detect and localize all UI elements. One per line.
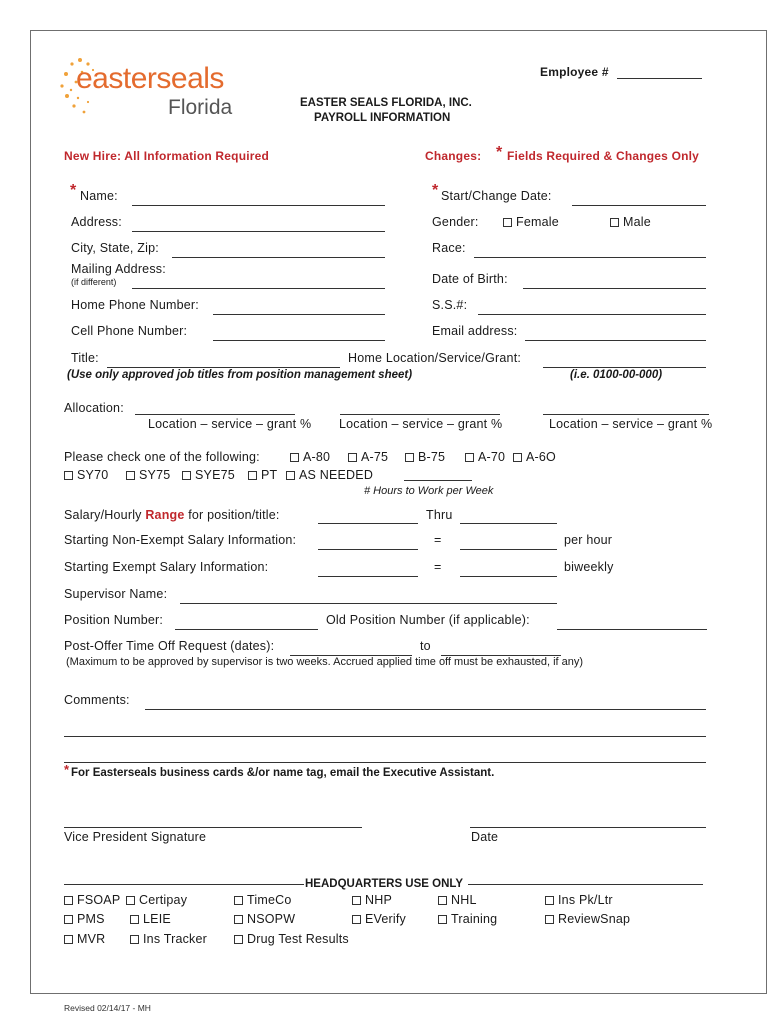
hq-everify[interactable] (352, 912, 406, 926)
female-option[interactable] (503, 215, 559, 229)
option-b75-label: B-75 (418, 450, 446, 464)
home-location-field[interactable] (543, 367, 706, 368)
option-a70-checkbox[interactable] (465, 453, 474, 462)
comments-field-3[interactable] (64, 762, 706, 763)
position-number-label: Position Number: (64, 613, 164, 627)
option-sye75-checkbox[interactable] (182, 471, 191, 480)
home-location-label: Home Location/Service/Grant: (348, 351, 522, 365)
hq-ins-tracker-label: Ins Tracker (143, 932, 208, 946)
option-b75[interactable] (405, 450, 445, 464)
salary-range-post: for position/title: (188, 508, 280, 522)
hq-nhp-checkbox[interactable] (352, 896, 361, 905)
hq-ins-pk-checkbox[interactable] (545, 896, 554, 905)
hq-nsopw-label: NSOPW (247, 912, 296, 926)
grant-example: (i.e. 0100-00-000) (570, 369, 663, 381)
employee-number-label: Employee # (540, 65, 609, 79)
option-a6o[interactable] (513, 450, 556, 464)
hq-mvr[interactable] (64, 932, 105, 946)
hq-certipay-checkbox[interactable] (126, 896, 135, 905)
race-field[interactable] (474, 257, 706, 258)
salary-range-to-field[interactable] (460, 523, 557, 524)
female-checkbox[interactable] (503, 218, 512, 227)
logo-text-florida: Florida (168, 96, 233, 119)
hq-leie-label: LEIE (143, 912, 171, 926)
hq-nhp-label: NHP (365, 893, 392, 907)
exempt-field[interactable] (318, 576, 418, 577)
option-a75[interactable] (348, 450, 388, 464)
dob-field[interactable] (523, 288, 706, 289)
if-different-label: (if different) (71, 277, 117, 287)
date-label: Date (471, 830, 499, 844)
hq-fsoap-label: FSOAP (77, 893, 121, 907)
position-number-field[interactable] (175, 629, 318, 630)
new-hire-note: New Hire: All Information Required (64, 149, 270, 163)
allocation-field-3[interactable] (543, 414, 709, 415)
allocation-field-1[interactable] (135, 414, 295, 415)
email-field[interactable] (525, 340, 706, 341)
hq-drug-test-label: Drug Test Results (247, 932, 349, 946)
hq-leie-checkbox[interactable] (130, 915, 139, 924)
allocation-caption-3: Location – service – grant % (549, 417, 713, 431)
hq-nsopw[interactable] (234, 912, 295, 926)
male-label: Male (623, 215, 651, 229)
hq-fsoap-checkbox[interactable] (64, 896, 73, 905)
allocation-caption-2: Location – service – grant % (339, 417, 503, 431)
non-exempt-equals: = (434, 533, 442, 547)
option-pt-label: PT (261, 468, 278, 482)
male-option[interactable] (610, 215, 651, 229)
hq-nhp[interactable] (352, 893, 392, 907)
mailing-field[interactable] (132, 288, 385, 289)
exempt-label: Starting Exempt Salary Information: (64, 560, 269, 574)
option-pt[interactable] (248, 468, 277, 482)
hq-ins-tracker-checkbox[interactable] (130, 935, 139, 944)
option-a80-checkbox[interactable] (290, 453, 299, 462)
salary-range-word: Range (145, 508, 185, 522)
hq-fsoap[interactable] (64, 893, 120, 907)
allocation-field-2[interactable] (340, 414, 500, 415)
option-sye75[interactable] (182, 468, 235, 482)
hq-certipay[interactable] (126, 893, 187, 907)
option-sy70-label: SY70 (77, 468, 109, 482)
option-a75-checkbox[interactable] (348, 453, 357, 462)
option-a70[interactable] (465, 450, 505, 464)
hq-nhl[interactable] (438, 893, 477, 907)
address-label: Address: (71, 215, 122, 229)
revision-footer: Revised 02/14/17 - MH (64, 1003, 151, 1013)
option-sy70-checkbox[interactable] (64, 471, 73, 480)
email-label: Email address: (432, 324, 518, 338)
exempt-equals: = (434, 560, 442, 574)
hq-reviewsnap[interactable] (545, 912, 630, 926)
business-note-star: * (64, 762, 70, 777)
hours-field[interactable] (404, 480, 472, 481)
hq-reviewsnap-label: ReviewSnap (558, 912, 631, 926)
thru-label: Thru (426, 508, 453, 522)
hq-reviewsnap-checkbox[interactable] (545, 915, 554, 924)
option-sy75-checkbox[interactable] (126, 471, 135, 480)
salary-range-from-field[interactable] (318, 523, 418, 524)
ssn-label: S.S.#: (432, 298, 468, 312)
required-star: * (496, 144, 503, 161)
option-sy70[interactable] (64, 468, 108, 482)
hq-drug-test[interactable] (234, 932, 349, 946)
hq-training-label: Training (451, 912, 498, 926)
time-off-note: (Maximum to be approved by supervisor is two weeks. Accrued applied time off must be exhausted, if any) (66, 656, 584, 668)
title-note: (Use only approved job titles from position management sheet) (67, 369, 413, 381)
option-a6o-label: A-6O (526, 450, 556, 464)
race-label: Race: (432, 241, 466, 255)
hq-training[interactable] (438, 912, 497, 926)
comments-field-1[interactable] (145, 709, 706, 710)
changes-label: Changes: (425, 149, 482, 163)
option-sye75-label: SYE75 (195, 468, 235, 482)
option-sy75-label: SY75 (139, 468, 171, 482)
comments-label: Comments: (64, 693, 130, 707)
non-exempt-field[interactable] (318, 549, 418, 550)
org-title: EASTER SEALS FLORIDA, INC. (300, 97, 472, 109)
start-date-label: Start/Change Date: (441, 189, 552, 203)
option-as-needed[interactable] (286, 468, 373, 482)
salary-range-label (64, 508, 280, 522)
hq-mvr-checkbox[interactable] (64, 935, 73, 944)
exempt-rate-field[interactable] (460, 576, 557, 577)
hq-drug-test-checkbox[interactable] (234, 935, 243, 944)
comments-field-2[interactable] (64, 736, 706, 737)
option-a80[interactable] (290, 450, 330, 464)
hq-timeco[interactable] (234, 893, 292, 907)
biweekly-label: biweekly (564, 560, 614, 574)
hq-title: HEADQUARTERS USE ONLY (305, 878, 464, 890)
option-sy75[interactable] (126, 468, 170, 482)
check-one-label: Please check one of the following: (64, 450, 260, 464)
city-label: City, State, Zip: (71, 241, 159, 255)
hq-mvr-label: MVR (77, 932, 106, 946)
employee-number-field[interactable] (617, 78, 702, 79)
non-exempt-rate-field[interactable] (460, 549, 557, 550)
option-as-needed-label: AS NEEDED (299, 468, 374, 482)
hq-rule-left (64, 884, 304, 885)
allocation-caption-1: Location – service – grant % (148, 417, 312, 431)
ssn-field[interactable] (478, 314, 706, 315)
option-a75-label: A-75 (361, 450, 389, 464)
form-subtitle: PAYROLL INFORMATION (314, 112, 451, 124)
name-label: Name: (80, 189, 118, 203)
option-a6o-checkbox[interactable] (513, 453, 522, 462)
home-phone-field[interactable] (213, 314, 385, 315)
changes-note: Fields Required & Changes Only (507, 149, 700, 163)
hq-pms-label: PMS (77, 912, 105, 926)
hq-rule-right (468, 884, 703, 885)
hq-everify-label: EVerify (365, 912, 406, 926)
cell-phone-field[interactable] (213, 340, 385, 341)
female-label: Female (516, 215, 559, 229)
salary-range-pre: Salary/Hourly (64, 508, 142, 522)
home-phone-label: Home Phone Number: (71, 298, 199, 312)
vp-signature-field[interactable] (64, 827, 362, 828)
hq-ins-pk[interactable] (545, 893, 613, 907)
hq-timeco-checkbox[interactable] (234, 896, 243, 905)
city-field[interactable] (172, 257, 385, 258)
mailing-label: Mailing Address: (71, 262, 166, 276)
old-position-field[interactable] (557, 629, 707, 630)
hours-note: # Hours to Work per Week (364, 485, 494, 497)
hq-training-checkbox[interactable] (438, 915, 447, 924)
hq-ins-pk-label: Ins Pk/Ltr (558, 893, 613, 907)
time-off-label: Post-Offer Time Off Request (dates): (64, 639, 275, 653)
option-pt-checkbox[interactable] (248, 471, 257, 480)
old-position-label: Old Position Number (if applicable): (326, 613, 530, 627)
start-required-star: * (432, 182, 439, 199)
male-checkbox[interactable] (610, 218, 619, 227)
hq-nsopw-checkbox[interactable] (234, 915, 243, 924)
logo-text-easterseals: easterseals (76, 62, 224, 95)
hq-pms[interactable] (64, 912, 105, 926)
hq-ins-tracker[interactable] (130, 932, 207, 946)
hq-pms-checkbox[interactable] (64, 915, 73, 924)
option-b75-checkbox[interactable] (405, 453, 414, 462)
option-a70-label: A-70 (478, 450, 506, 464)
hq-certipay-label: Certipay (139, 893, 188, 907)
option-as-needed-checkbox[interactable] (286, 471, 295, 480)
hq-nhl-label: NHL (451, 893, 477, 907)
gender-label: Gender: (432, 215, 479, 229)
easterseals-logo (58, 52, 248, 124)
title-label: Title: (71, 351, 99, 365)
allocation-label: Allocation: (64, 401, 124, 415)
non-exempt-label: Starting Non-Exempt Salary Information: (64, 533, 297, 547)
vp-signature-label: Vice President Signature (64, 830, 207, 844)
per-hour-label: per hour (564, 533, 613, 547)
dob-label: Date of Birth: (432, 272, 508, 286)
address-field[interactable] (132, 231, 385, 232)
hq-leie[interactable] (130, 912, 171, 926)
supervisor-field[interactable] (180, 603, 557, 604)
business-card-note: For Easterseals business cards &/or name tag, email the Executive Assistant. (71, 767, 495, 779)
supervisor-label: Supervisor Name: (64, 587, 168, 601)
time-off-to-label: to (420, 639, 431, 653)
start-date-field[interactable] (572, 205, 706, 206)
title-field[interactable] (107, 367, 340, 368)
hq-timeco-label: TimeCo (247, 893, 292, 907)
date-field[interactable] (470, 827, 706, 828)
option-a80-label: A-80 (303, 450, 331, 464)
name-field[interactable] (132, 205, 385, 206)
name-required-star: * (70, 182, 77, 199)
cell-phone-label: Cell Phone Number: (71, 324, 188, 338)
hq-nhl-checkbox[interactable] (438, 896, 447, 905)
hq-everify-checkbox[interactable] (352, 915, 361, 924)
